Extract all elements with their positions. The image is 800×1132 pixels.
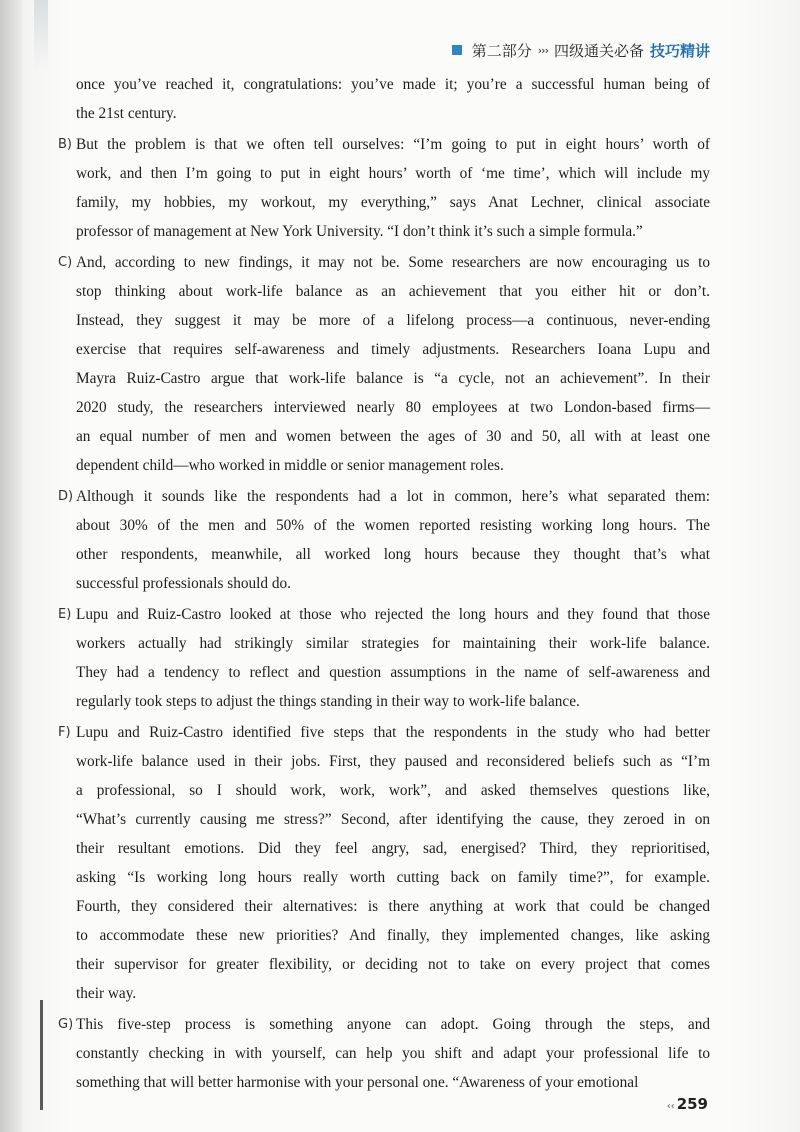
- text-line: This five-step process is something anyone can adopt. Going through the steps, and: [76, 1016, 710, 1033]
- paragraph: [58, 600, 710, 716]
- paragraph: [58, 1010, 710, 1097]
- header-title: 技巧精讲: [649, 41, 710, 60]
- text-line: their way.: [76, 985, 137, 1002]
- page-number: 259: [676, 1095, 708, 1113]
- paragraph-marker: E): [58, 607, 72, 622]
- paragraph: [58, 482, 710, 598]
- text-line: their resultant emotions. Did they feel angry, sad, energised? Third, they reprioritised,: [76, 840, 710, 857]
- page-edge-mark: [40, 1000, 43, 1110]
- text-line: other respondents, meanwhile, all worked long hours because they thought that’s what: [76, 546, 710, 563]
- header-separator: ›››: [537, 43, 548, 57]
- paragraph-marker: F): [58, 725, 71, 740]
- header-square-icon: [452, 45, 462, 55]
- article-body: [58, 70, 710, 1099]
- text-line: But the problem is that we often tell ourselves: “I’m going to put in eight hours’ worth of: [76, 136, 710, 153]
- page-footer: [667, 1095, 708, 1113]
- text-line: an equal number of men and women between the ages of 30 and 50, all with at least one: [76, 428, 710, 445]
- text-line: “What’s currently causing me stress?” Second, after identifying the cause, they zeroed in on: [76, 811, 710, 828]
- header-section: 第二部分: [471, 41, 532, 60]
- text-line: 2020 study, the researchers interviewed nearly 80 employees at two London-based firms—: [76, 399, 710, 416]
- text-line: stop thinking about work-life balance as an achievement that you either hit or don’t.: [76, 283, 710, 300]
- footer-arrows: ‹‹: [666, 1101, 675, 1112]
- text-line: exercise that requires self-awareness and timely adjustments. Researchers Ioana Lupu and: [76, 341, 710, 358]
- text-line: Mayra Ruiz-Castro argue that work-life balance is “a cycle, not an achievement”. In their: [76, 370, 710, 387]
- text-line: the 21st century.: [76, 105, 177, 122]
- text-line: regularly took steps to adjust the things standing in their way to work-life balance.: [76, 693, 580, 710]
- paragraph-marker: G): [58, 1017, 74, 1032]
- text-line: They had a tendency to reflect and question assumptions in the name of self-awareness and: [76, 664, 710, 681]
- paragraph: [58, 130, 710, 246]
- text-line: Lupu and Ruiz-Castro looked at those who rejected the long hours and they found that those: [76, 606, 710, 623]
- text-line: And, according to new findings, it may not be. Some researchers are now encouraging us to: [76, 254, 710, 271]
- text-line: work-life balance used in their jobs. First, they paused and reconsidered beliefs such as “I’m: [76, 753, 710, 770]
- paragraph: [58, 248, 710, 480]
- text-line: their supervisor for greater flexibility, or deciding not to take on every project that comes: [76, 956, 710, 973]
- paragraph-marker: C): [58, 255, 73, 270]
- text-line: dependent child—who worked in middle or senior management roles.: [76, 457, 504, 474]
- text-line: Instead, they suggest it may be more of a lifelong process—a continuous, never-ending: [76, 312, 710, 329]
- text-line: a professional, so I should work, work, work”, and asked themselves questions like,: [76, 782, 710, 799]
- text-line: once you’ve reached it, congratulations: you’ve made it; you’re a successful human being of: [76, 76, 710, 93]
- text-line: family, my hobbies, my workout, my everything,” says Anat Lechner, clinical associate: [76, 194, 710, 211]
- paragraph: [58, 70, 710, 128]
- text-line: professor of management at New York University. “I don’t think it’s such a simple formula.”: [76, 223, 643, 240]
- paragraph-marker: B): [58, 137, 72, 152]
- text-line: Although it sounds like the respondents had a lot in common, here’s what separated them:: [76, 488, 710, 505]
- text-line: Lupu and Ruiz-Castro identified five steps that the respondents in the study who had better: [76, 724, 710, 741]
- text-line: something that will better harmonise with your personal one. “Awareness of your emotional: [76, 1074, 639, 1091]
- text-line: successful professionals should do.: [76, 575, 291, 592]
- text-line: constantly checking in with yourself, can help you shift and adapt your professional life to: [76, 1045, 710, 1062]
- text-line: work, and then I’m going to put in eight hours’ worth of ‘me time’, which will include my: [76, 165, 710, 182]
- page-edge-tint: [34, 0, 48, 70]
- text-line: workers actually had strikingly similar strategies for maintaining their work-life balance.: [76, 635, 710, 652]
- text-line: about 30% of the men and 50% of the women reported resisting working long hours. The: [76, 517, 710, 534]
- paragraph-marker: D): [58, 489, 74, 504]
- text-line: asking “Is working long hours really worth cutting back on family time?”, for example.: [76, 869, 710, 886]
- header-subtitle: 四级通关必备: [553, 41, 644, 60]
- running-header: [452, 38, 710, 62]
- book-spine-shadow: [0, 0, 22, 1132]
- paragraph: [58, 718, 710, 1008]
- text-line: Fourth, they considered their alternatives: is there anything at work that could be changed: [76, 898, 710, 915]
- text-line: to accommodate these new priorities? And finally, they implemented changes, like asking: [76, 927, 710, 944]
